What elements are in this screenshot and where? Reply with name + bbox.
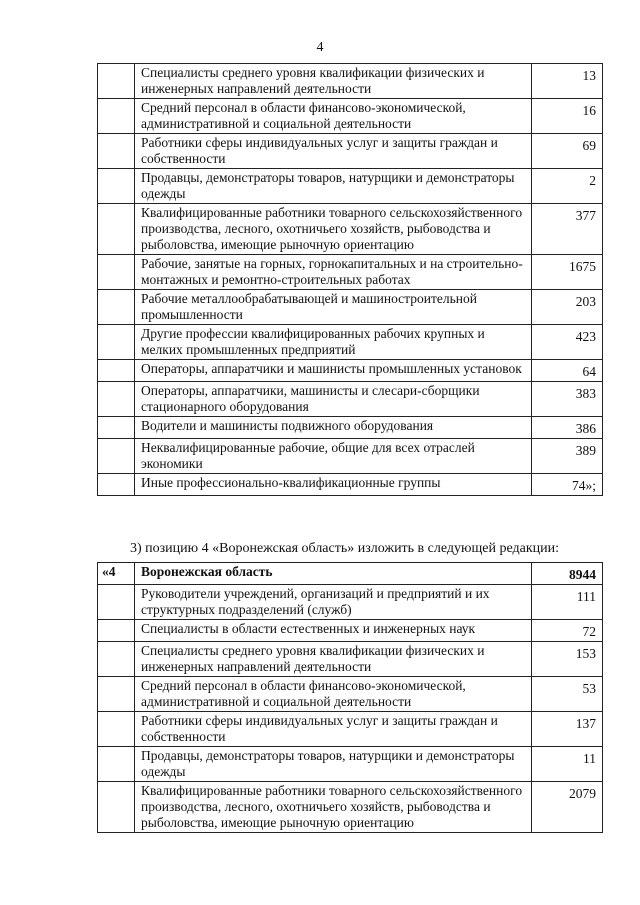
- quota-value: 386: [575, 421, 596, 436]
- row-number-cell: [98, 382, 135, 417]
- occupation-name-cell: Иные профессионально-квалификационные группы: [135, 474, 532, 496]
- row-number-cell: [98, 620, 135, 642]
- quota-value-cell: [532, 255, 603, 290]
- region-name-cell: Воронежская область: [135, 563, 532, 585]
- table-row: [98, 782, 603, 833]
- quota-value: 16: [582, 103, 596, 118]
- occupation-name-cell: Неквалифицированные рабочие, общие для всех отраслей экономики: [135, 439, 532, 474]
- table-row: [98, 290, 603, 325]
- row-number-cell: [98, 747, 135, 782]
- row-number-cell: [98, 782, 135, 833]
- quota-value-cell: [532, 134, 603, 169]
- table-row: [98, 712, 603, 747]
- occupation-name-cell: Специалисты в области естественных и инженерных наук: [135, 620, 532, 642]
- position-number-cell: «4: [98, 563, 135, 585]
- quota-value: 383: [575, 386, 596, 401]
- occupation-name-cell: Средний персонал в области финансово-экономической, административной и социальной деятельности: [135, 677, 532, 712]
- occupation-name-cell: Работники сферы индивидуальных услуг и защиты граждан и собственности: [135, 134, 532, 169]
- quota-value: 53: [582, 681, 596, 696]
- row-number-cell: [98, 169, 135, 204]
- row-number-cell: [98, 325, 135, 360]
- quota-value: 153: [575, 646, 596, 661]
- row-number-cell: [98, 255, 135, 290]
- occupation-name-cell: Другие профессии квалифицированных рабочих крупных и мелких промышленных предприятий: [135, 325, 532, 360]
- quota-value: 1675: [569, 259, 596, 274]
- table-row: [98, 585, 603, 620]
- quota-value-cell: [532, 620, 603, 642]
- occupation-name-cell: Рабочие, занятые на горных, горнокапитальных и на строительно-монтажных и ремонтно-строительных работах: [135, 255, 532, 290]
- quota-value: 111: [576, 589, 596, 604]
- row-number-cell: [98, 585, 135, 620]
- quota-value: 13: [582, 68, 596, 83]
- voronezh-region-table: [97, 562, 603, 833]
- region-total-value: 8944: [569, 567, 596, 582]
- occupation-name-cell: Квалифицированные работники товарного сельскохозяйственного производства, лесного, охотничьего хозяйств, рыбоводства и рыболовства, имеющие рыночную ориентацию: [135, 204, 532, 255]
- quota-value-cell: [532, 99, 603, 134]
- quota-value-cell: [532, 677, 603, 712]
- occupation-name-cell: Продавцы, демонстраторы товаров, натурщики и демонстраторы одежды: [135, 747, 532, 782]
- region-header-row: [98, 563, 603, 585]
- row-number-cell: [98, 204, 135, 255]
- table2-body: [98, 563, 603, 833]
- occupation-name-cell: Продавцы, демонстраторы товаров, натурщики и демонстраторы одежды: [135, 169, 532, 204]
- quota-value-cell: [532, 439, 603, 474]
- quota-value-cell: [532, 64, 603, 99]
- quota-value: 11: [583, 751, 596, 766]
- occupation-name-cell: Специалисты среднего уровня квалификации физических и инженерных направлений деятельности: [135, 64, 532, 99]
- quota-value-cell: [532, 290, 603, 325]
- occupation-name-cell: Руководители учреждений, организаций и предприятий и их структурных подразделений (служб): [135, 585, 532, 620]
- table-row: [98, 325, 603, 360]
- table-row: [98, 204, 603, 255]
- quota-value-cell: [532, 169, 603, 204]
- occupation-name-cell: Квалифицированные работники товарного сельскохозяйственного производства, лесного, охотничьего хозяйств, рыбоводства и рыболовства, имеющие рыночную ориентацию: [135, 782, 532, 833]
- table-row: [98, 747, 603, 782]
- table-row: [98, 134, 603, 169]
- table-row: [98, 99, 603, 134]
- occupation-name-cell: Операторы, аппаратчики, машинисты и слесари-сборщики стационарного оборудования: [135, 382, 532, 417]
- row-number-cell: [98, 360, 135, 382]
- table-row: [98, 474, 603, 496]
- table-row: [98, 642, 603, 677]
- row-number-cell: [98, 64, 135, 99]
- occupation-name-cell: Средний персонал в области финансово-экономической, административной и социальной деятельности: [135, 99, 532, 134]
- quota-value-cell: [532, 712, 603, 747]
- quota-value-cell: [532, 382, 603, 417]
- occupation-table-continued: [97, 63, 603, 496]
- occupation-name-cell: Водители и машинисты подвижного оборудования: [135, 417, 532, 439]
- table-row: [98, 169, 603, 204]
- quota-value: 69: [582, 138, 596, 153]
- quota-value: 2079: [569, 786, 596, 801]
- table-row: [98, 64, 603, 99]
- quota-value-cell: [532, 325, 603, 360]
- occupation-name-cell: Специалисты среднего уровня квалификации физических и инженерных направлений деятельности: [135, 642, 532, 677]
- quota-value-cell: [532, 417, 603, 439]
- quota-value: 389: [575, 443, 596, 458]
- quota-value-cell: [532, 747, 603, 782]
- row-number-cell: [98, 677, 135, 712]
- row-number-cell: [98, 99, 135, 134]
- quota-value-cell: [532, 474, 603, 496]
- row-number-cell: [98, 417, 135, 439]
- table-row: [98, 382, 603, 417]
- quota-value: 74»;: [571, 478, 596, 493]
- region-total-cell: [532, 563, 603, 585]
- table1-body: [98, 64, 603, 496]
- row-number-cell: [98, 439, 135, 474]
- quota-value: 377: [575, 208, 596, 223]
- row-number-cell: [98, 712, 135, 747]
- row-number-cell: [98, 642, 135, 677]
- quota-value: 72: [582, 624, 596, 639]
- table-row: [98, 677, 603, 712]
- table-row: [98, 417, 603, 439]
- quota-value: 64: [582, 364, 596, 379]
- row-number-cell: [98, 474, 135, 496]
- table-row: [98, 360, 603, 382]
- quota-value-cell: [532, 642, 603, 677]
- quota-value-cell: [532, 782, 603, 833]
- occupation-name-cell: Работники сферы индивидуальных услуг и защиты граждан и собственности: [135, 712, 532, 747]
- row-number-cell: [98, 290, 135, 325]
- occupation-name-cell: Рабочие металлообрабатывающей и машиностроительной промышленности: [135, 290, 532, 325]
- row-number-cell: [98, 134, 135, 169]
- table-row: [98, 620, 603, 642]
- quota-value: 137: [575, 716, 596, 731]
- quota-value: 203: [575, 294, 596, 309]
- amendment-intro-text: 3) позицию 4 «Воронежская область» изложить в следующей редакции:: [130, 541, 560, 556]
- table-row: [98, 255, 603, 290]
- quota-value-cell: [532, 360, 603, 382]
- table-row: [98, 439, 603, 474]
- occupation-name-cell: Операторы, аппаратчики и машинисты промышленных установок: [135, 360, 532, 382]
- quota-value: 423: [575, 329, 596, 344]
- quota-value: 2: [589, 173, 596, 188]
- page-number: 4: [316, 40, 324, 55]
- quota-value-cell: [532, 204, 603, 255]
- quota-value-cell: [532, 585, 603, 620]
